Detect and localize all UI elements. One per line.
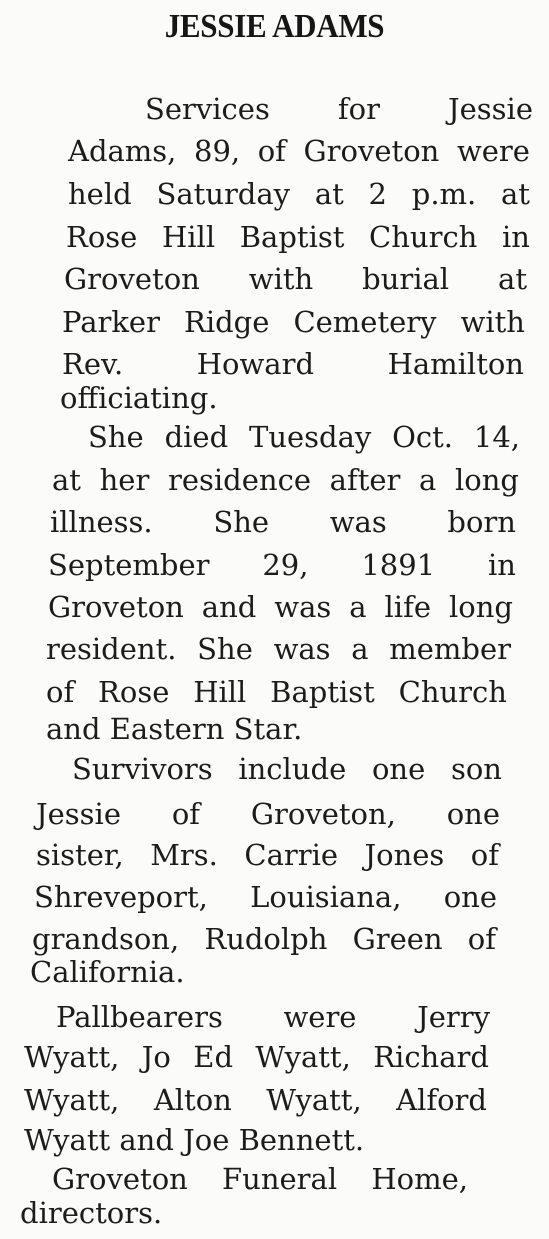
obituary-word: Jo bbox=[141, 1040, 171, 1074]
obituary-word: Hill bbox=[161, 220, 216, 254]
obituary-word: a bbox=[351, 632, 369, 666]
obituary-word: Wyatt, bbox=[24, 1040, 120, 1074]
obituary-word: Howard bbox=[196, 347, 315, 381]
obituary-word: 1891 bbox=[361, 548, 436, 582]
obituary-line: and Eastern Star. bbox=[46, 712, 303, 746]
obituary-line bbox=[64, 262, 527, 296]
obituary-word: at bbox=[498, 262, 527, 296]
obituary-word: Rose bbox=[66, 220, 138, 254]
obituary-word: Saturday bbox=[156, 177, 291, 211]
obituary-word: long bbox=[455, 463, 519, 497]
obituary-word: Rev. bbox=[62, 347, 124, 381]
obituary-line bbox=[68, 177, 530, 211]
obituary-word: Louisiana, bbox=[250, 880, 402, 914]
obituary-word: in bbox=[502, 220, 530, 254]
obituary-headline: JESSIE ADAMS bbox=[164, 6, 385, 45]
obituary-word: 14, bbox=[473, 420, 520, 454]
obituary-line bbox=[24, 1083, 487, 1117]
obituary-word: Wyatt, bbox=[24, 1083, 120, 1117]
obituary-word: a bbox=[349, 590, 367, 624]
obituary-line bbox=[145, 92, 533, 126]
obituary-word: Alford bbox=[396, 1083, 487, 1117]
obituary-word: Ed bbox=[193, 1040, 234, 1074]
obituary-word: Survivors bbox=[72, 752, 213, 786]
obituary-line: officiating. bbox=[60, 381, 218, 415]
obituary-line bbox=[62, 305, 525, 339]
obituary-word: Services bbox=[145, 92, 270, 126]
obituary-word: include bbox=[238, 752, 347, 786]
obituary-word: were bbox=[456, 134, 530, 168]
obituary-word: her bbox=[99, 463, 150, 497]
obituary-word: 89, bbox=[194, 134, 241, 168]
obituary-line bbox=[32, 922, 496, 956]
obituary-word: 29, bbox=[262, 548, 309, 582]
obituary-word: resident. bbox=[46, 632, 177, 666]
obituary-word: Baptist bbox=[239, 220, 345, 254]
obituary-word: of bbox=[257, 134, 286, 168]
obituary-word: Jessie bbox=[36, 797, 121, 831]
obituary-line bbox=[24, 1040, 489, 1074]
obituary-word: born bbox=[447, 505, 516, 539]
obituary-word: Jerry bbox=[417, 1000, 490, 1034]
obituary-line bbox=[46, 675, 507, 709]
obituary-word: burial bbox=[362, 262, 450, 296]
obituary-word: She bbox=[197, 632, 253, 666]
obituary-line bbox=[68, 134, 530, 168]
obituary-word: illness. bbox=[50, 505, 153, 539]
obituary-word: one bbox=[446, 797, 500, 831]
obituary-word: Rose bbox=[98, 675, 170, 709]
obituary-word: at bbox=[52, 463, 81, 497]
obituary-line bbox=[36, 838, 499, 872]
obituary-word: in bbox=[488, 548, 516, 582]
obituary-line bbox=[52, 463, 519, 497]
obituary-line bbox=[56, 1000, 490, 1034]
obituary-word: was bbox=[274, 590, 332, 624]
obituary-word: Groveton bbox=[303, 134, 440, 168]
obituary-word: She bbox=[88, 420, 144, 454]
obituary-word: Shreveport, bbox=[34, 880, 208, 914]
obituary-word: of bbox=[470, 838, 499, 872]
obituary-word: a bbox=[419, 463, 437, 497]
obituary-line bbox=[34, 880, 497, 914]
obituary-word: Ridge bbox=[184, 305, 270, 339]
obituary-word: She bbox=[213, 505, 270, 539]
obituary-word: Alton bbox=[153, 1083, 232, 1117]
obituary-word: residence bbox=[168, 463, 311, 497]
obituary-word: life bbox=[384, 590, 431, 624]
obituary-word: grandson, bbox=[32, 922, 180, 956]
obituary-word: and bbox=[201, 590, 257, 624]
obituary-word: Baptist bbox=[270, 675, 375, 709]
obituary-word: sister, bbox=[36, 838, 124, 872]
obituary-word: one bbox=[371, 752, 426, 786]
obituary-word: was bbox=[273, 632, 331, 666]
obituary-word: of bbox=[171, 797, 201, 831]
obituary-word: died bbox=[164, 420, 229, 454]
obituary-word: with bbox=[248, 262, 314, 296]
obituary-line bbox=[52, 1162, 468, 1196]
obituary-line: California. bbox=[30, 955, 185, 989]
obituary-word: Wyatt, bbox=[255, 1040, 351, 1074]
obituary-line bbox=[48, 590, 513, 624]
obituary-word: of bbox=[46, 675, 75, 709]
obituary-word: Home, bbox=[371, 1162, 468, 1196]
obituary-word: Jessie bbox=[448, 92, 533, 126]
obituary-word: Cemetery bbox=[293, 305, 437, 339]
obituary-word: Richard bbox=[373, 1040, 489, 1074]
obituary-word: at bbox=[314, 177, 344, 211]
obituary-line bbox=[36, 797, 500, 831]
obituary-word: Groveton, bbox=[250, 797, 396, 831]
obituary-line bbox=[62, 347, 524, 381]
obituary-line: directors. bbox=[20, 1196, 163, 1230]
obituary-word: were bbox=[283, 1000, 357, 1034]
obituary-line bbox=[50, 505, 516, 539]
obituary-word: Wyatt, bbox=[266, 1083, 362, 1117]
obituary-word: member bbox=[389, 632, 511, 666]
obituary-word: after bbox=[329, 463, 401, 497]
obituary-word: with bbox=[460, 305, 525, 339]
obituary-word: Mrs. bbox=[150, 838, 218, 872]
obituary-word: Groveton bbox=[64, 262, 200, 296]
obituary-word: Rudolph bbox=[204, 922, 328, 956]
obituary-word: Tuesday bbox=[248, 420, 372, 454]
obituary-word: September bbox=[48, 548, 210, 582]
obituary-word: Church bbox=[369, 220, 478, 254]
obituary-word: son bbox=[450, 752, 502, 786]
obituary-word: one bbox=[443, 880, 497, 914]
obituary-word: Green bbox=[352, 922, 443, 956]
obituary-line bbox=[88, 420, 520, 454]
obituary-word: long bbox=[448, 590, 513, 624]
obituary-word: Adams, bbox=[68, 134, 177, 168]
obituary-word: was bbox=[329, 505, 387, 539]
obituary-word: Carrie bbox=[244, 838, 339, 872]
obituary-word: Parker bbox=[62, 305, 160, 339]
obituary-word: Pallbearers bbox=[56, 1000, 223, 1034]
obituary-line bbox=[72, 752, 502, 786]
obituary-line bbox=[48, 548, 516, 582]
obituary-word: Hill bbox=[193, 675, 247, 709]
obituary-word: Hamilton bbox=[387, 347, 524, 381]
obituary-line: Wyatt and Joe Bennett. bbox=[24, 1123, 365, 1157]
obituary-word: 2 bbox=[368, 177, 387, 211]
obituary-word: for bbox=[337, 92, 380, 126]
obituary-word: Oct. bbox=[392, 420, 454, 454]
obituary-line bbox=[66, 220, 530, 254]
obituary-word: held bbox=[68, 177, 132, 211]
obituary-word: Church bbox=[398, 675, 507, 709]
obituary-word: Jones bbox=[364, 838, 445, 872]
obituary-word: Groveton bbox=[48, 590, 184, 624]
obituary-word: of bbox=[467, 922, 496, 956]
obituary-line bbox=[46, 632, 511, 666]
obituary-word: p.m. bbox=[411, 177, 477, 211]
obituary-word: at bbox=[501, 177, 530, 211]
obituary-word: Groveton bbox=[52, 1162, 188, 1196]
obituary-word: Funeral bbox=[222, 1162, 338, 1196]
